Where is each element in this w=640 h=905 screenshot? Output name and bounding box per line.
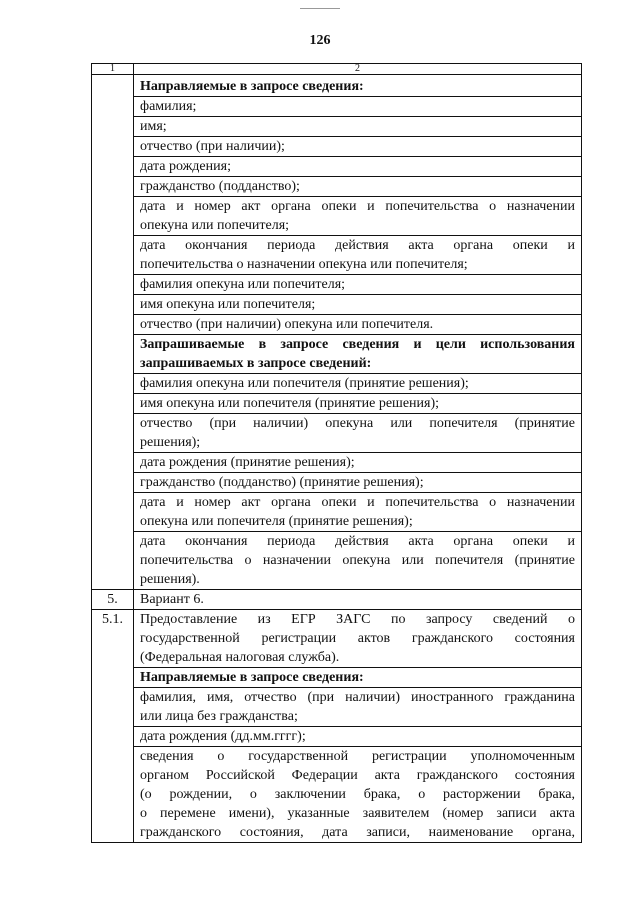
list-item: [140, 453, 575, 472]
text-line: сведения о государственной регистрации уполномоченным: [140, 749, 575, 764]
list-item: [140, 197, 575, 235]
text-line: государственной регистрации актов гражданского состояния: [140, 631, 575, 646]
list-item: [140, 414, 575, 452]
text-line: решения);: [140, 435, 201, 450]
text-line: органом Российской Федерации акта гражданского состояния: [140, 768, 575, 783]
list-item: [140, 315, 575, 334]
list-item: [140, 97, 575, 116]
list-item: [140, 747, 575, 842]
text-line: решения).: [140, 572, 200, 587]
row-number: [92, 75, 134, 590]
text-line: дата окончания периода действия акта органа опеки и: [140, 238, 575, 253]
text-line: дата рождения;: [140, 159, 231, 174]
list-item: [140, 532, 575, 589]
list-item: [140, 688, 575, 726]
column-number-1: 1: [92, 64, 134, 75]
list-item: [140, 275, 575, 294]
row-content: [134, 590, 582, 610]
list-item: [140, 77, 575, 96]
list-item: [140, 493, 575, 531]
list-item: [140, 335, 575, 373]
text-line: фамилия опекуна или попечителя;: [140, 277, 346, 292]
text-line: имя опекуна или попечителя;: [140, 297, 316, 312]
row-content: [134, 610, 582, 843]
list-item: [140, 473, 575, 492]
text-line: опекуна или попечителя (принятие решения);: [140, 514, 413, 529]
text-line: попечительства о назначении опекуна или попечителя (принятие: [140, 553, 575, 568]
text-line: дата и номер акт органа опеки и попечительства о назначении: [140, 199, 575, 214]
list-item: [140, 295, 575, 314]
table-row: [92, 610, 582, 843]
list-item: [140, 374, 575, 393]
text-line: дата рождения (принятие решения);: [140, 455, 355, 470]
section-heading-line: Запрашиваемые в запросе сведения и цели использования: [140, 337, 575, 352]
text-line: Вариант 6.: [140, 592, 204, 607]
text-line: отчество (при наличии);: [140, 139, 285, 154]
section-heading-line: Направляемые в запросе сведения:: [140, 670, 364, 685]
list-item: [140, 157, 575, 176]
text-line: дата и номер акт органа опеки и попечительства о назначении: [140, 495, 575, 510]
list-item: [140, 137, 575, 156]
section-heading-line: запрашиваемых в запросе сведений:: [140, 356, 372, 371]
list-item: [140, 177, 575, 196]
page-number: 126: [309, 33, 331, 48]
text-line: или лица без гражданства;: [140, 709, 298, 724]
text-line: имя опекуна или попечителя (принятие решения);: [140, 396, 440, 411]
document-table: [91, 63, 582, 843]
table-header-row: [92, 64, 582, 75]
list-item: [140, 590, 575, 609]
text-line: (Федеральная налоговая служба).: [140, 650, 340, 665]
row-content: [134, 75, 582, 590]
column-number-2: 2: [134, 64, 582, 75]
text-line: дата окончания периода действия акта органа опеки и: [140, 534, 575, 549]
row-number: 5.1.: [92, 610, 134, 843]
text-line: дата рождения (дд.мм.гггг);: [140, 729, 306, 744]
list-item: [140, 117, 575, 136]
top-rule: [300, 8, 340, 9]
table-row: [92, 75, 582, 590]
text-line: отчество (при наличии) опекуна или попечителя.: [140, 317, 434, 332]
section-heading-line: Направляемые в запросе сведения:: [140, 79, 364, 94]
text-line: Предоставление из ЕГР ЗАГС по запросу сведений о: [140, 612, 575, 627]
text-line: имя;: [140, 119, 167, 134]
text-line: (о рождении, о заключении брака, о расторжении брака,: [140, 787, 575, 802]
text-line: опекуна или попечителя;: [140, 218, 290, 233]
text-line: о перемене имени), указанные заявителем (номер записи акта: [140, 806, 575, 821]
list-item: [140, 727, 575, 746]
list-item: [140, 610, 575, 667]
text-line: фамилия;: [140, 99, 197, 114]
text-line: попечительства о назначении опекуна или попечителя;: [140, 257, 468, 272]
text-line: гражданского состояния, дата записи, наименование органа,: [140, 825, 575, 840]
list-item: [140, 236, 575, 274]
text-line: отчество (при наличии) опекуна или попечителя (принятие: [140, 416, 575, 431]
text-line: гражданство (подданство);: [140, 179, 300, 194]
list-item: [140, 394, 575, 413]
row-number: 5.: [92, 590, 134, 610]
text-line: фамилия опекуна или попечителя (принятие решения);: [140, 376, 469, 391]
text-line: фамилия, имя, отчество (при наличии) иностранного гражданина: [140, 690, 575, 705]
text-line: гражданство (подданство) (принятие решения);: [140, 475, 424, 490]
table-row: [92, 590, 582, 610]
list-item: [140, 668, 575, 687]
